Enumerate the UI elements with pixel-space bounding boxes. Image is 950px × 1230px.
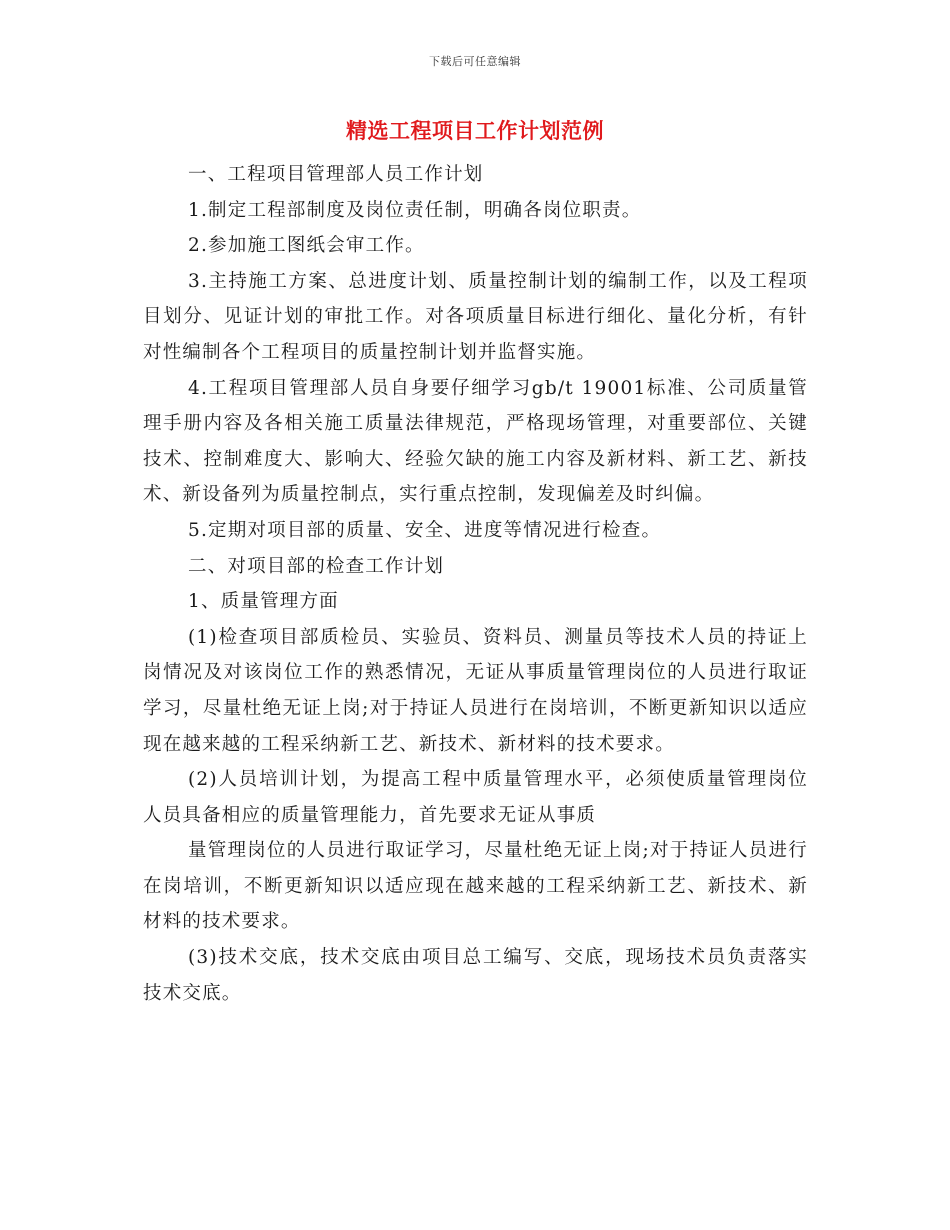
paragraph-item-3: 3.主持施工方案、总进度计划、质量控制计划的编制工作，以及工程项目划分、见证计划的审批工作。对各项质量目标进行细化、量化分析，有针对性编制各个工程项目的质量控制计划并监督实施。 [143,270,808,363]
section-heading-1: 一、工程项目管理部人员工作计划 [188,164,484,185]
document-title: 精选工程项目工作计划范例 [346,118,604,143]
paragraph-sub-2-continued: 量管理岗位的人员进行取证学习，尽量杜绝无证上岗;对于持证人员进行在岗培训，不断更新知识以适应现在越来越的工程采纳新工艺、新技术、新材料的技术要求。 [143,840,808,933]
header-note: 下载后可任意编辑 [429,55,521,68]
document-body [143,157,808,1011]
paragraph-item-2: 2.参加施工图纸会审工作。 [188,235,425,257]
paragraph-item-5: 5.定期对项目部的质量、安全、进度等情况进行检查。 [188,519,662,541]
paragraph-sub-2: (2)人员培训计划，为提高工程中质量管理水平，必须使质量管理岗位人员具备相应的质量管理能力，首先要求无证从事质 [143,769,808,826]
paragraph-item-1: 1.制定工程部制度及岗位责任制，明确各岗位职责。 [188,199,642,221]
paragraph-item-4: 4.工程项目管理部人员自身要仔细学习gb/t 19001标准、公司质量管理手册内容及各相关施工质量法律规范，严格现场管理，对重要部位、关键技术、控制难度大、影响大、经验欠缺的施工内容及新材料、新工艺、新技术、新设备列为质量控制点，实行重点控制，发现偏差及时纠偏。 [143,377,808,506]
subsection-heading-quality: 1、质量管理方面 [188,591,339,613]
section-heading-2: 二、对项目部的检查工作计划 [188,555,445,577]
paragraph-sub-3: (3)技术交底，技术交底由项目总工编写、交底，现场技术员负责落实技术交底。 [143,947,808,1004]
paragraph-sub-1: (1)检查项目部质检员、实验员、资料员、测量员等技术人员的持证上岗情况及对该岗位工作的熟悉情况，无证从事质量管理岗位的人员进行取证学习，尽量杜绝无证上岗;对于持证人员进行在岗培训，不断更新知识以适应现在越来越的工程采纳新工艺、新技术、新材料的技术要求。 [143,626,808,755]
